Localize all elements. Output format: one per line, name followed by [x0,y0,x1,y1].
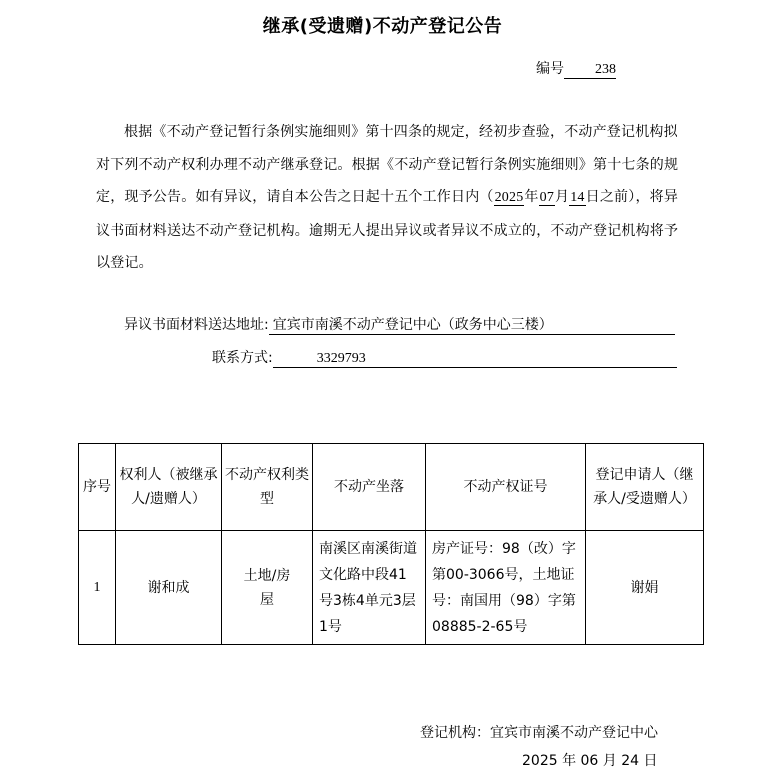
header-location: 不动产坐落 [313,444,426,531]
org-name: 宜宾市南溪不动产登记中心 [490,725,658,741]
header-holder: 权利人（被继承人/遗赠人） [116,444,222,531]
notice-title: 继承(受遗赠)不动产登记公告 [262,16,503,37]
deadline-year: 2025 [494,190,524,205]
table-header-row [79,444,704,531]
cell-applicant: 谢娟 [586,531,704,645]
objection-address-row [124,314,675,335]
contact-value: 3329793 [273,351,677,368]
contact-row [212,347,677,368]
registration-authority [420,722,658,742]
contact-label: 联系方式: [212,350,273,366]
month-unit: 月 [555,189,570,205]
serial-label: 编号 [536,61,564,77]
header-right-type: 不动产权利类型 [222,444,313,531]
header-seq: 序号 [79,444,116,531]
header-applicant: 登记申请人（继承人/受遗赠人） [586,444,704,531]
address-label: 异议书面材料送达地址: [124,317,269,333]
serial-number: 238 [564,62,616,79]
cell-holder: 谢和成 [116,531,222,645]
notice-body-paragraph [96,116,686,280]
cell-right-type: 土地/房屋 [222,531,313,645]
serial-number-row [536,58,616,79]
table-row [79,531,704,645]
registration-table [78,443,704,645]
deadline-month: 07 [539,190,555,205]
deadline-day: 14 [570,190,585,205]
header-cert: 不动产权证号 [426,444,586,531]
body-text-part2: 日之前），将异议书面材料送达不动产登记机构。逾期无人提出异议或者异议不成立的，不动产登记机构将予以登记。 [96,189,679,271]
notice-date: 2025 年 06 月 24 日 [522,753,658,769]
address-value: 宜宾市南溪不动产登记中心（政务中心三楼） [269,314,675,335]
cell-seq: 1 [79,531,116,645]
cell-location: 南溪区南溪街道文化路中段41号3栋4单元3层1号 [313,531,426,645]
body-text-part1: 根据《不动产登记暂行条例实施细则》第十四条的规定，经初步查验，不动产登记机构拟对下列不动产权利办理不动产继承登记。根据《不动产登记暂行条例实施细则》第十七条的规定，现予公告。如有异议，请自本公告之日起十五个工作日内（ [96,124,679,205]
org-label: 登记机构： [420,725,490,741]
cell-cert: 房产证号：98（改）字第00-3066号，土地证号：南国用（98）字第08885-2-65号 [426,531,586,645]
year-unit: 年 [524,189,539,205]
